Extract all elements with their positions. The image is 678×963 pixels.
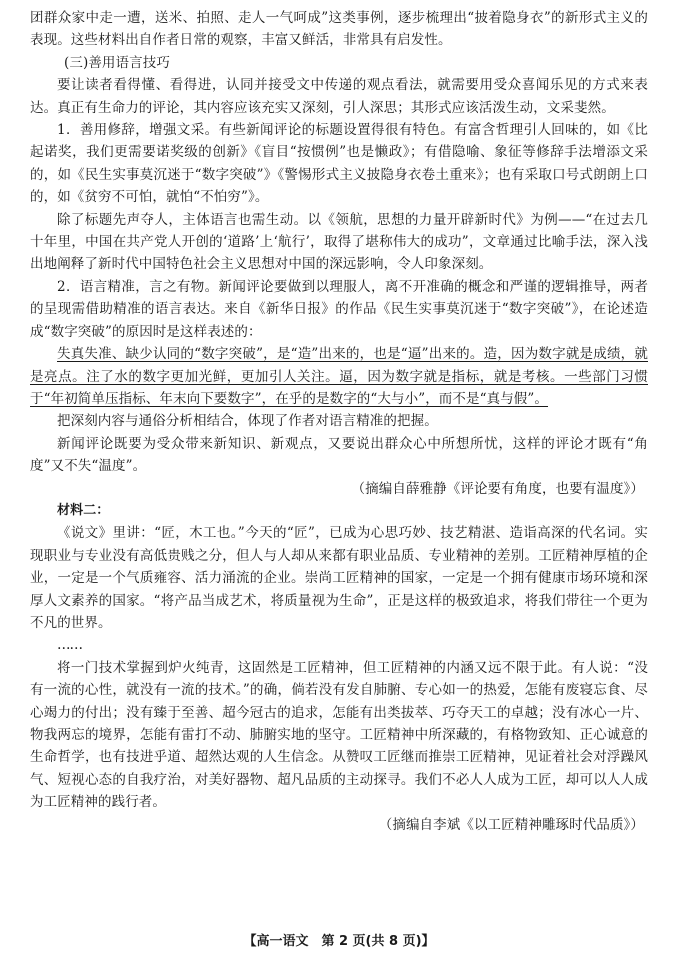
document-body	[30, 7, 648, 836]
underlined-quotation: 失真失准、缺少认同的“数字突破”，是“造”出来的，也是“逼”出来的。造，因为数字就是成绩，就是亮点。注了水的数字更加光鲜，更加引人关注。逼，因为数字就是指标，就是考核。一些部门习惯于“年初简单压指标、年末向下要数字”，在乎的是数字的“大与小”，而不是“真与假”。	[30, 346, 648, 407]
paragraph-material-one-examples: 团群众家中走一遭，送米、拍照、走人一气呵成”这类事例，逐步梳理出“披着隐身衣”的新形式主义的表现。这些材料出自作者日常的观察，丰富又鲜活，非常具有启发性。	[30, 10, 648, 49]
paragraph-conclusion: 新闻评论既要为受众带来新知识、新观点，又要说出群众心中所想所忧，这样的评论才既有“角度”又不失“温度”。	[30, 435, 648, 475]
paragraph-comment: 把深刻内容与通俗分析相结合，体现了作者对语言精准的把握。	[57, 413, 438, 430]
paragraph-intro-language: 要让读者看得懂、看得进，认同并接受文中传递的观点看法，就需要用受众喜闻乐见的方式来表达。真正有生命力的评论，其内容应该充实又深刻，引人深思；其形式应该活泼生动，文采斐然。	[30, 77, 648, 116]
paragraph-precise-language: 2．语言精准，言之有物。新闻评论要做到以理服人，离不开准确的概念和严谨的逻辑推导，两者的呈现需借助精准的语言表达。来自《新华日报》的作品《民生实事莫沉迷于“数字突破”》，在论述造成“数字突破”的原因时是这样表述的：	[30, 278, 648, 340]
paragraph-rhetoric: 1．善用修辞，增强文采。有些新闻评论的标题设置得很有特色。有富含哲理引人回味的，如《比起诺奖，我们更需要诺奖级的创新》《盲目“按惯例”也是懒政》；有借隐喻、象征等修辞手法增添文采的，如《民生实事莫沉迷于“数字突破”》《警惕形式主义披隐身衣卷土重来》；也有采取口号式朗朗上口的，如《贫穷不可怕，就怕“不怕穷”》。	[30, 122, 648, 206]
page-footer: 【高一语文 第 2 页(共 8 页)】	[243, 934, 435, 949]
source-citation-two: （摘编自李斌《以工匠精神雕琢时代品质》）	[378, 816, 644, 833]
section-heading-language-skills: (三)善用语言技巧	[64, 54, 170, 71]
material-two-label: 材料二：	[57, 502, 110, 518]
source-citation-one: （摘编自薛雅静《评论要有角度，也要有温度》）	[351, 480, 644, 497]
ellipsis: ……	[57, 637, 82, 654]
paragraph-craftsman-spirit: 将一门技术掌握到炉火纯青，这固然是工匠精神，但工匠精神的内涵又远不限于此。有人说：“没有一流的心性，就没有一流的技术。”的确，倘若没有发自肺腑、专心如一的热爱，怎能有废寝忘食、尽心竭力的付出；没有臻于至善、超今冠古的追求，怎能有出类拔萃、巧夺天工的卓越；没有冰心一片、物我两忘的境界，怎能有雷打不动、肺腑实地的坚守。工匠精神中所深藏的，有格物致知、正心诚意的生命哲学，也有技进乎道、超然达观的人生信念。从赞叹工匠继而推崇工匠精神，见证着社会对浮躁风气、短视心态的自我疗治，对美好器物、超凡品质的主动探寻。我们不必人人成为工匠，却可以人人成为工匠精神的践行者。	[30, 659, 648, 811]
paragraph-craftsman-intro: 《说文》里讲：“匠，木工也。”今天的“匠”，已成为心思巧妙、技艺精湛、造诣高深的代名词。实现职业与专业没有高低贵贱之分，但人与人却从来都有职业品质、专业精神的差别。工匠精神厚植的企业，一定是一个气质雍容、活力涌流的企业。崇尚工匠精神的国家，一定是一个拥有健康市场环境和深厚人文素养的国家。“将产品当成艺术，将质量视为生命”，正是这样的极致追求，将我们带往一个更为不凡的世界。	[30, 525, 648, 631]
paragraph-body-language: 除了标题先声夺人，主体语言也需生动。以《领航，思想的力量开辟新时代》为例——“在过去几十年里，中国在共产党人开创的‘道路’上‘航行’，取得了堪称伟大的成功”，文章通过比喻手法，深入浅出地阐释了新时代中国特色社会主义思想对中国的深远影响，令人印象深刻。	[30, 211, 648, 273]
